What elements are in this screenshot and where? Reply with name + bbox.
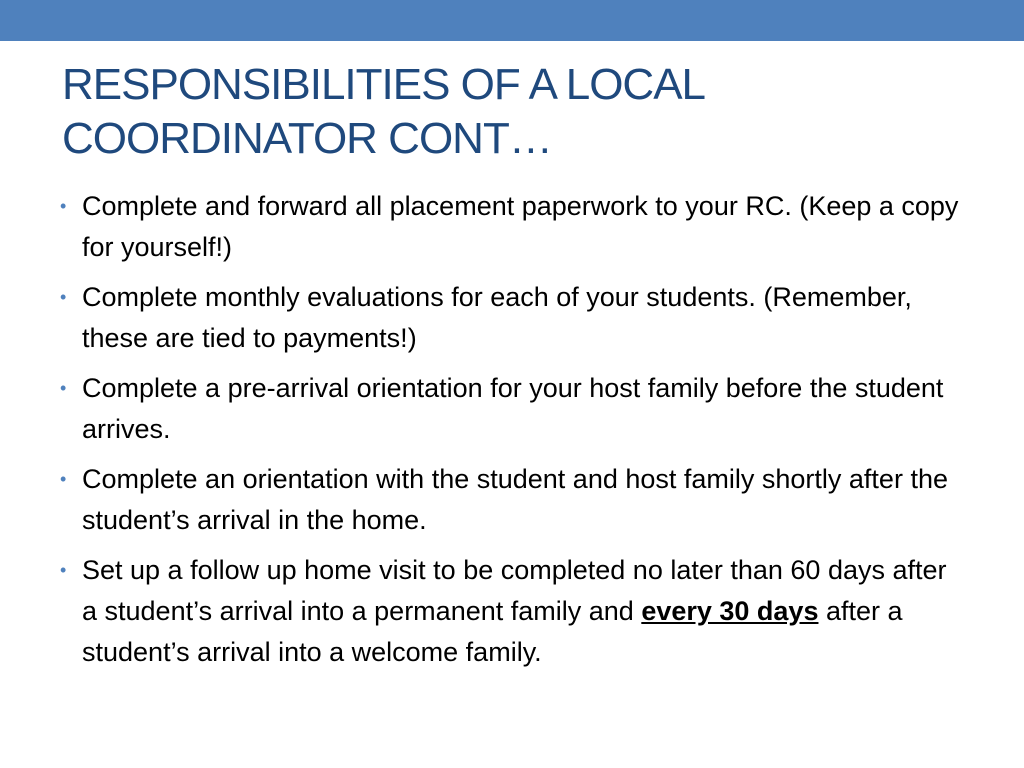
bullet-item <box>60 368 960 450</box>
bullet-item <box>60 277 960 359</box>
bullet-text: Complete a pre-arrival orientation for your host family before the student arrives. <box>82 373 944 444</box>
bullet-item <box>60 459 960 541</box>
bullet-dot-icon: • <box>60 196 67 216</box>
bullet-text: Complete monthly evaluations for each of your students. (Remember, these are tied to payments!) <box>82 282 912 353</box>
bullet-dot-icon: • <box>60 469 67 489</box>
top-accent-bar <box>0 0 1024 41</box>
bullet-dot-icon: • <box>60 560 67 580</box>
slide-title-line-1: RESPONSIBILITIES OF A LOCAL <box>62 60 706 109</box>
bullet-text-after: after a student’s arrival into a welcome family. <box>82 596 903 667</box>
bullet-item <box>60 550 960 673</box>
bullet-text-before: Set up a follow up home visit to be completed no later than 60 days after a student’s arrival into a permanent family and <box>82 555 947 626</box>
bullet-emphasis: every 30 days <box>641 596 819 626</box>
bullet-text: Complete and forward all placement paperwork to your RC. (Keep a copy for yourself!) <box>82 191 959 262</box>
bullet-list <box>60 186 960 682</box>
bullet-text: Complete an orientation with the student and host family shortly after the student’s arrival in the home. <box>82 464 948 535</box>
bullet-item <box>60 186 960 268</box>
bullet-dot-icon: • <box>60 287 67 307</box>
slide-title-line-2: COORDINATOR CONT… <box>62 114 552 163</box>
bullet-dot-icon: • <box>60 378 67 398</box>
slide-title <box>62 58 962 166</box>
